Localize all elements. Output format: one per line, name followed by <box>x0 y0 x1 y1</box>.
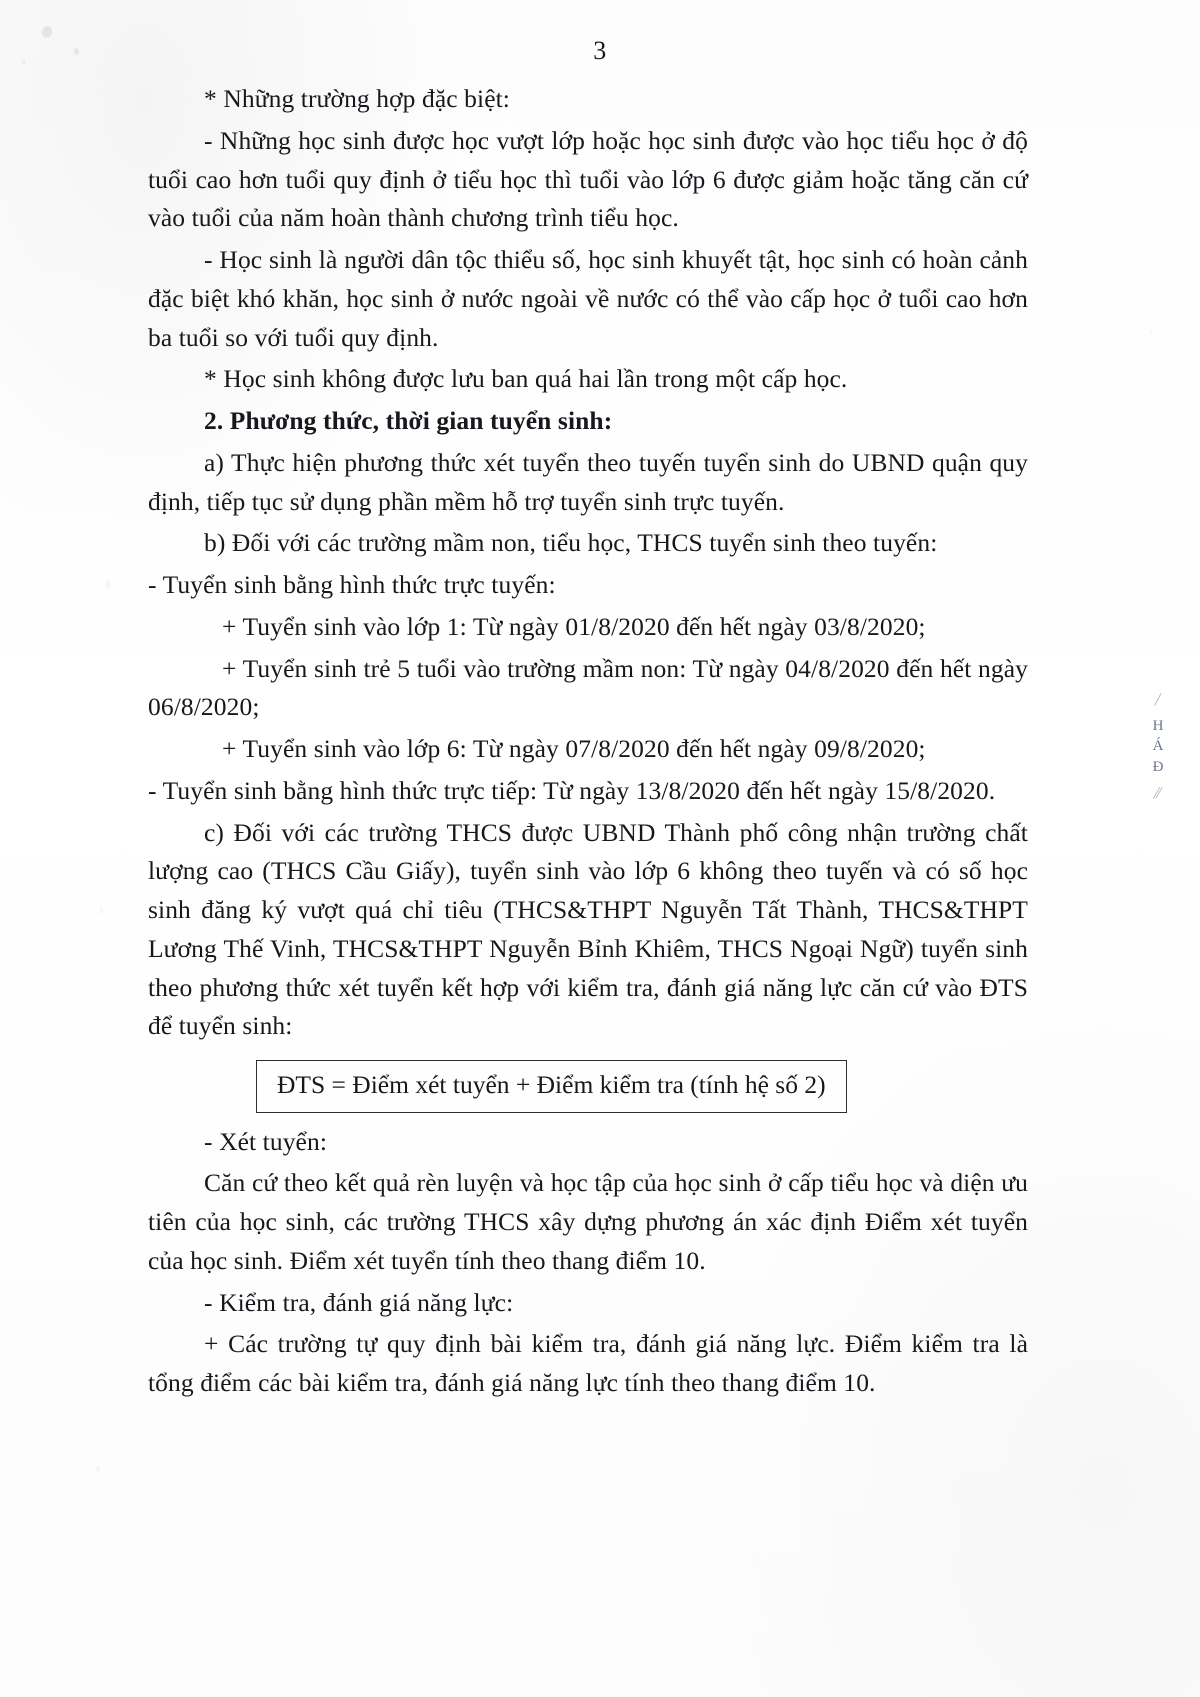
paragraph-repeat-year-rule: * Học sinh không được lưu ban quá hai lần trong một cấp học. <box>204 364 848 394</box>
paragraph-minority-disabled-rule: - Học sinh là người dân tộc thiểu số, học sinh khuyết tật, học sinh có hoàn cảnh đặc biệt khó khăn, học sinh ở nước ngoài về nước có thể vào cấp học ở tuổi cao hơn ba tuổi so với tuổi quy định. <box>148 245 1028 352</box>
paragraph-item-a: a) Thực hiện phương thức xét tuyển theo tuyến tuyển sinh do UBND quận quy định, tiếp tục sử dụng phần mềm hỗ trợ tuyển sinh trực tuyến. <box>148 447 1028 516</box>
formula-dts: ĐTS = Điểm xét tuyển + Điểm kiểm tra (tính hệ số 2) <box>256 1060 847 1113</box>
paragraph-grade6-dates: + Tuyển sinh vào lớp 6: Từ ngày 07/8/2020 đến hết ngày 09/8/2020; <box>222 734 926 763</box>
margin-slash-glyph: ⁄ <box>1155 689 1161 710</box>
scan-speck <box>96 1466 100 1472</box>
paragraph-item-b: b) Đối với các trường mầm non, tiểu học, THCS tuyển sinh theo tuyến: <box>204 528 938 558</box>
paragraph-skip-grade-rule: - Những học sinh được học vượt lớp hoặc học sinh được vào học tiểu học ở độ tuổi cao hơn tuổi quy định ở tiểu học thì tuổi vào lớp 6 được giảm hoặc tăng căn cứ vào tuổi của năm hoàn thành chương trình tiểu học. <box>148 125 1028 233</box>
paragraph-item-c: c) Đối với các trường THCS được UBND Thành phố công nhận trường chất lượng cao (THCS Cầu Giấy), tuyển sinh vào lớp 6 không theo tuyến và có số học sinh đăng ký vượt quá chỉ tiêu (THCS&THPT Nguyễn Tất Thành, THCS&THPT Lương Thế Vinh, THCS&THPT Nguyễn Bỉnh Khiêm, THCS Ngoại Ngữ) tuyển sinh theo phương thức xét tuyển kết hợp với kiểm tra, đánh giá năng lực căn cứ vào ĐTS để tuyển sinh: <box>148 817 1028 1041</box>
paragraph-preschool-dates: + Tuyển sinh trẻ 5 tuổi vào trường mầm non: Từ ngày 04/8/2020 đến hết ngày 06/8/2020; <box>148 653 1028 722</box>
paragraph-online-admission: - Tuyển sinh bằng hình thức trực tuyến: <box>148 570 556 599</box>
paragraph-offline-admission: - Tuyển sinh bằng hình thức trực tiếp: Từ ngày 13/8/2020 đến hết ngày 15/8/2020. <box>148 775 996 805</box>
margin-stamp-mark <box>1138 690 1178 803</box>
paragraph-grade1-dates: + Tuyển sinh vào lớp 1: Từ ngày 01/8/2020 đến hết ngày 03/8/2020; <box>222 611 926 641</box>
scan-speck <box>1150 330 1153 335</box>
paragraph-kiem-tra-body: + Các trường tự quy định bài kiểm tra, đánh giá năng lực. Điểm kiểm tra là tổng điểm các bài kiểm tra, đánh giá năng lực tính theo thang điểm 10. <box>148 1329 1028 1398</box>
scan-speck <box>106 580 110 589</box>
document-body <box>148 80 1028 1406</box>
margin-letters: H Á Ð <box>1152 718 1164 775</box>
paragraph-xet-tuyen-body: Căn cứ theo kết quả rèn luyện và học tập của học sinh ở cấp tiểu học và diện ưu tiên của học sinh, các trường THCS xây dựng phương án xác định Điểm xét tuyển của học sinh. Điểm xét tuyển tính theo thang điểm 10. <box>148 1168 1028 1275</box>
scan-speck <box>100 906 103 914</box>
section-heading-2: 2. Phương thức, thời gian tuyển sinh: <box>204 406 613 435</box>
paragraph-xet-tuyen-heading: - Xét tuyển: <box>204 1126 327 1156</box>
formula-container <box>148 1060 1028 1113</box>
page-number: 3 <box>593 36 607 65</box>
margin-tail-glyph: ⁄⁄ <box>1154 784 1162 802</box>
paragraph-special-cases-heading: * Những trường hợp đặc biệt: <box>204 84 510 113</box>
paragraph-kiem-tra-heading: - Kiểm tra, đánh giá năng lực: <box>204 1287 514 1317</box>
